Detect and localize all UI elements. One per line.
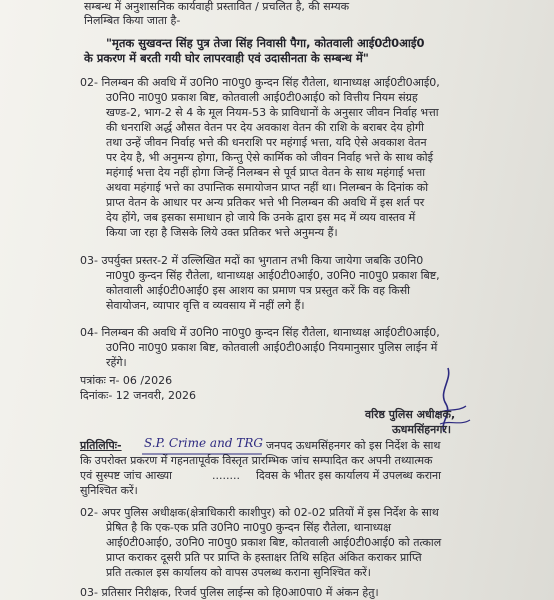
para02-line: उ0नि0 ना0पु0 प्रकाश बिष्ट, कोतवाली आई0टी0आई0 को वित्तीय नियम संग्रह (106, 91, 418, 104)
para02-line: खण्ड-2, भाग-2 से 4 के मूल नियम-53 के प्राविधानों के अनुसार जीवन निर्वाह भत्ता (106, 106, 439, 119)
para04-line: 04- निलम्बन की अवधि में उ0नि0 ना0पु0 कुन्दन सिंह रौतेला, थानाध्यक्ष आई0टी0आई0, (80, 326, 440, 339)
para-b02-line: प्रेषित है कि एक-एक प्रति उ0नि0 ना0पु0 कुन्दन सिंह रौतेला, थानाध्यक्ष (106, 521, 392, 534)
para04-line: उ0नि0 ना0पु0 प्रकाश बिष्ट, कोतवाली आई0टी0आई0 नियमानुसार पुलिस लाईन में (106, 341, 438, 354)
para-b02-line: प्राप्त कराकर दूसरी प्रति पर प्राप्ति के हस्ताक्षर तिथि सहित अंकित कराकर प्राप्ति (106, 551, 422, 564)
para-b03-line: 03- प्रतिसार निरीक्षक, रिजर्व पुलिस लाईन्स को हि0आ0पा0 में अंकन हेतु। (80, 586, 379, 599)
blank-days-field: ........ (212, 469, 240, 482)
copy-line: एवं सुस्पष्ट जांच आख्या (80, 469, 172, 482)
copy-line: कि उपरोक्त प्रकरण में गहनतापूर्वक विस्तृत प्रारम्भिक जांच सम्पादित कर अपनी तथ्यात्मक (80, 454, 433, 467)
para02-line: प्राप्त वेतन के आधार पर अन्य प्रतिकर भत्ते भी निलम्बन की अवधि में इस शर्त पर (106, 196, 425, 209)
text-line: सम्बन्ध में अनुशासनिक कार्यवाही प्रस्तावित / प्रचलित है, की सम्यक (84, 0, 350, 13)
para02-line: तथा उन्हें जीवन निर्वाह भत्ते की धनराशि पर महंगाई भत्ता, यदि ऐसे अवकाश वेतन (106, 136, 427, 149)
para03-line: ना0पु0 कुन्दन सिंह रौतेला, थानाध्यक्ष आई0टी0आई0, उ0नि0 ना0पु0 प्रकाश बिष्ट, (106, 269, 440, 282)
copy-line: जनपद ऊधमसिंहनगर को इस निर्देश के साथ (266, 439, 441, 452)
copy-line: सुनिश्चित करें। (80, 484, 138, 497)
para-b02-line: 02- अपर पुलिस अधीक्षक(क्षेत्राधिकारी काशीपुर) को 02-02 प्रतियों में इस निर्देश के साथ (80, 506, 439, 519)
para03-line: 03- उपर्युक्त प्रस्तर-2 में उल्लिखित मदों का भुगतान तभी किया जायेगा जबकि उ0नि0 (80, 254, 424, 267)
para-b02-line: आई0टी0आई0, उ0नि0 ना0पु0 प्रकाश बिष्ट, कोतवाली आई0टी0आई0 को तत्काल (106, 536, 442, 549)
para02-line: महंगाई भत्ता देय नहीं होगा जिन्हें निलम्बन से पूर्व प्राप्त वेतन के साथ महंगाई भत्ता (106, 166, 426, 179)
para03-line: सेवायोजन, व्यापार वृत्ति व व्यवसाय में नहीं लगे हैं। (106, 299, 305, 312)
para02-line: की धनराशि अर्द्ध औसत वेतन पर देय अवकाश वेतन की राशि के बराबर देय होगी (106, 121, 424, 134)
para04-line: रहेंगे। (106, 356, 127, 369)
letter-date: दिनांकः- 12 जनवरी, 2026 (80, 389, 196, 402)
handwritten-recipient: S.P. Crime and TRG (144, 436, 263, 450)
para-b02-line: प्रति तत्काल इस कार्यालय को वापस उपलब्ध कराना सुनिश्चित करें। (106, 566, 371, 579)
signatory-title: वरिष्ठ पुलिस अधीक्षक, (365, 408, 456, 421)
para02-line: पर देय है, भी अनुमन्य होगा, किन्तु ऐसे कार्मिक को जीवन निर्वाह भत्ते के साथ कोई (106, 151, 434, 164)
text-line: निलम्बित किया जाता है- (84, 14, 181, 27)
copy-line: दिवस के भीतर इस कार्यालय में उपलब्ध कराना (256, 469, 441, 482)
para02-line: किया जा रहा है जिसके लिये उक्त प्रतिकर भत्ते अनुमन्य हैं। (106, 226, 338, 239)
subject-line: "मृतक सुखवन्त सिंह पुत्र तेजा सिंह निवासी पैगा, कोतवाली आई0टी0आई0 (106, 36, 425, 50)
para02-line: 02- निलम्बन की अवधि में उ0नि0 ना0पु0 कुन्दन सिंह रौतेला, थानाध्यक्ष आई0टी0आई0, (80, 76, 440, 89)
copy-label: प्रतिलिपिः- (80, 439, 122, 452)
para02-line: अथवा महंगाई भत्ते का उपान्तिक समायोजन प्राप्त नहीं था। निलम्बन के दिनांक को (106, 181, 429, 194)
letter-number: पत्रांकः न- 06 /2026 (80, 374, 173, 387)
subject-line: के प्रकरण में बरती गयी घोर लापरवाही एवं उदासीनता के सम्बन्ध में" (84, 51, 369, 65)
signatory-place: ऊधमसिंहनगर। (392, 423, 452, 436)
para02-line: देय होंगे, जब इसका समाधान हो जाये कि उनके द्वारा इस मद में व्यय वास्तव में (106, 211, 416, 224)
para03-line: कोतवाली आई0टी0आई0 इस आशय का प्रमाण पत्र प्रस्तुत करें कि वह किसी (106, 284, 411, 297)
